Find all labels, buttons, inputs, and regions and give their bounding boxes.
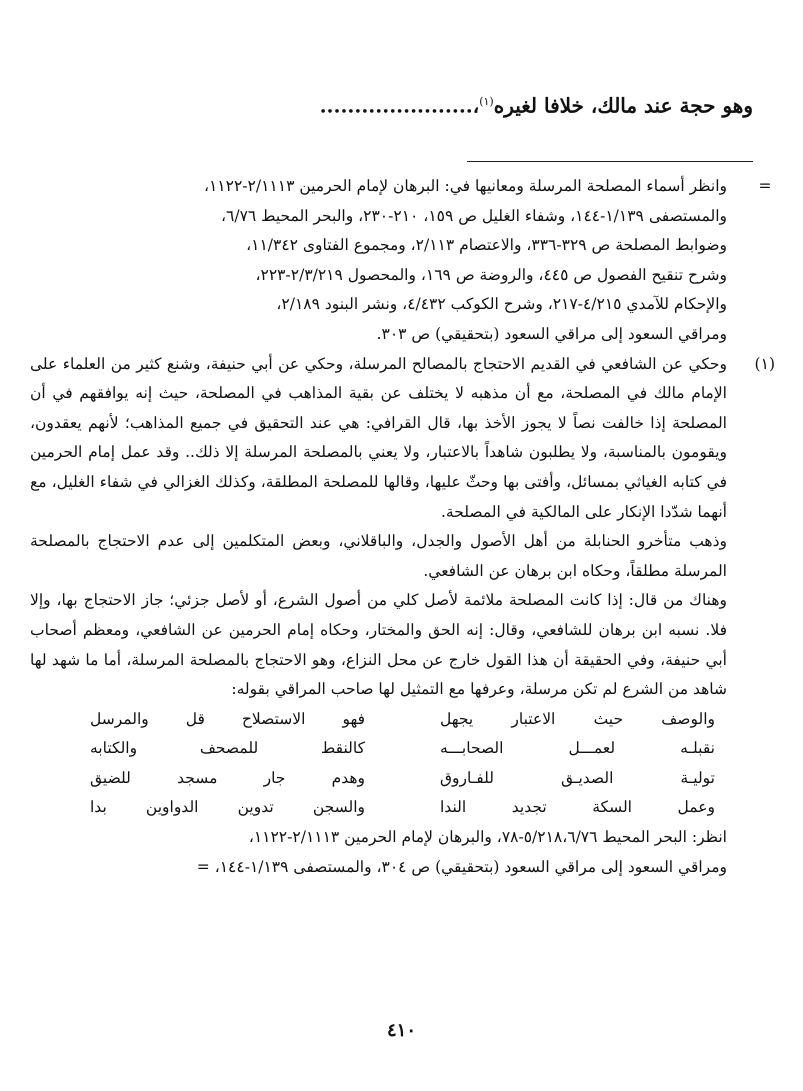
verse-row: [90, 764, 715, 794]
footnote-paragraph: وحكي عن الشافعي في القديم الاحتجاج بالمصالح المرسلة، وحكي عن أبي حنيفة، وشنع كثير من العلماء على الإمام مالك في المصلحة، مع أن مذهبه لا يختلف عن بقية المذاهب في المصلحة، حيث إنه يوافقهم في أن المصلحة إذا خالفت نصاً لا يجوز الأخذ بها، قال القرافي: هي عند التحقيق في جميع المذاهب؛ لأنهم يعقدون، ويقومون بالمناسبة، ولا يطلبون شاهداً بالاعتبار، ولا يعني بالمصلحة المرسلة إلا ذلك.. وقد عمل إمام الحرمين في كتابه الغياثي بمسائل، وأفتى بها وحثّ عليها، وقالها للمصلحة المطلقة، وكذلك الغزالي في شفاء الغليل، مع أنهما شدّدا الإنكار على المالكية في المصلحة.: [30, 354, 727, 521]
verse-second-hemistich: والسجن تدوين الدواوين بدا: [90, 798, 365, 817]
footnote-line: وشرح تنقيح الفصول ص ٤٤٥، والروضة ص ١٦٩، والمحصول ٢/٣/٢١٩-٢٢٣،: [255, 265, 727, 284]
verse-first-hemistich: وعمل السكة تجديد الندا: [440, 798, 715, 817]
verse-second-hemistich: فهو الاستصلاح قل والمرسل: [90, 709, 365, 728]
page-number: ٤١٠: [386, 1020, 416, 1041]
verse-row: [90, 793, 715, 823]
verse-first-hemistich: نقبلـه لعمـــل الصحابـــه: [440, 739, 715, 758]
footnote-separator: [467, 161, 753, 162]
poem-verses: [30, 705, 727, 823]
verse-second-hemistich: وهدم جار مسجد للضيق: [90, 768, 365, 787]
verse-first-hemistich: توليـة الصديـق للفـاروق: [440, 768, 715, 787]
footnote-line: انظر: البحر المحيط ٥/٢١٨،٦/٧٦-٧٨، والبرهان لإمام الحرمين ٢/١١١٣-١١٢٢،: [248, 828, 727, 847]
verse-second-hemistich: كالنقط للمصحف والكتابه: [90, 739, 365, 758]
main-text: وهو حجة عند مالك، خلافا لغيره: [493, 93, 753, 118]
footnote-1-marker: (١): [754, 354, 775, 373]
verse-row: [90, 705, 715, 735]
footnote-line: وضوابط المصلحة ص ٣٢٩-٣٣٦، والاعتصام ٢/١١٣، ومجموع الفتاوى ١١/٣٤٢،: [246, 236, 727, 255]
footnote-line: والمستصفى ١/١٣٩-١٤٤، وشفاء الغليل ص ١٥٩، ٢١٠-٢٣٠، والبحر المحيط ٦/٧٦،: [221, 206, 727, 225]
verse-row: [90, 734, 715, 764]
footnote-1: [30, 350, 775, 883]
main-text-line: [30, 78, 753, 130]
verse-first-hemistich: والوصف حيث الاعتبار يجهل: [440, 709, 715, 728]
footnote-line: وانظر أسماء المصلحة المرسلة ومعانيها في: البرهان لإمام الحرمين ٢/١١١٣-١١٢٢،: [203, 177, 727, 195]
footnote-continued: [30, 172, 772, 350]
footnote-paragraph: وهناك من قال: إذا كانت المصلحة ملائمة لأصل كلي من أصول الشرع، أو لأصل جزئي؛ جاز الاحتجاج بها، وإلا فلا. نسبه ابن برهان للشافعي، وقال: إنه الحق والمختار، وحكاه إمام الحرمين عن الشافعي، ومعظم أصحاب أبي حنيفة، وفي الحقيقة أن هذا القول خارج عن محل النزاع، وهو الاحتجاج بالمصلحة المرسلة، أما ما شهد لها شاهد من الشرع لم تكن مرسلة، وعرفها مع التمثيل لها صاحب المراقي بقوله:: [30, 591, 727, 699]
footnote-line: ومراقي السعود إلى مراقي السعود (بتحقيقي) ص ٣٠٤، والمستصفى ١/١٣٩-١٤٤، =: [196, 857, 727, 876]
footnote-reference: (١): [479, 95, 494, 108]
footnote-line: والإحكام للآمدي ٤/٢١٥-٢١٧، وشرح الكوكب ٤/٤٣٢، ونشر البنود ٢/١٨٩،: [276, 295, 727, 314]
footnotes-section: [30, 172, 775, 882]
footnote-line: ومراقي السعود إلى مراقي السعود (بتحقيقي) ص ٣٠٣.: [376, 324, 727, 343]
main-trailing-dots: ،......................: [319, 93, 480, 118]
continuation-marker: =: [758, 177, 772, 195]
footnote-paragraph: وذهب متأخرو الحنابلة من أهل الأصول والجدل، والباقلاني، وبعض المتكلمين إلى عدم الاحتجاج بالمصلحة المرسلة مطلقاً، وحكاه ابن برهان عن الشافعي.: [30, 532, 727, 580]
